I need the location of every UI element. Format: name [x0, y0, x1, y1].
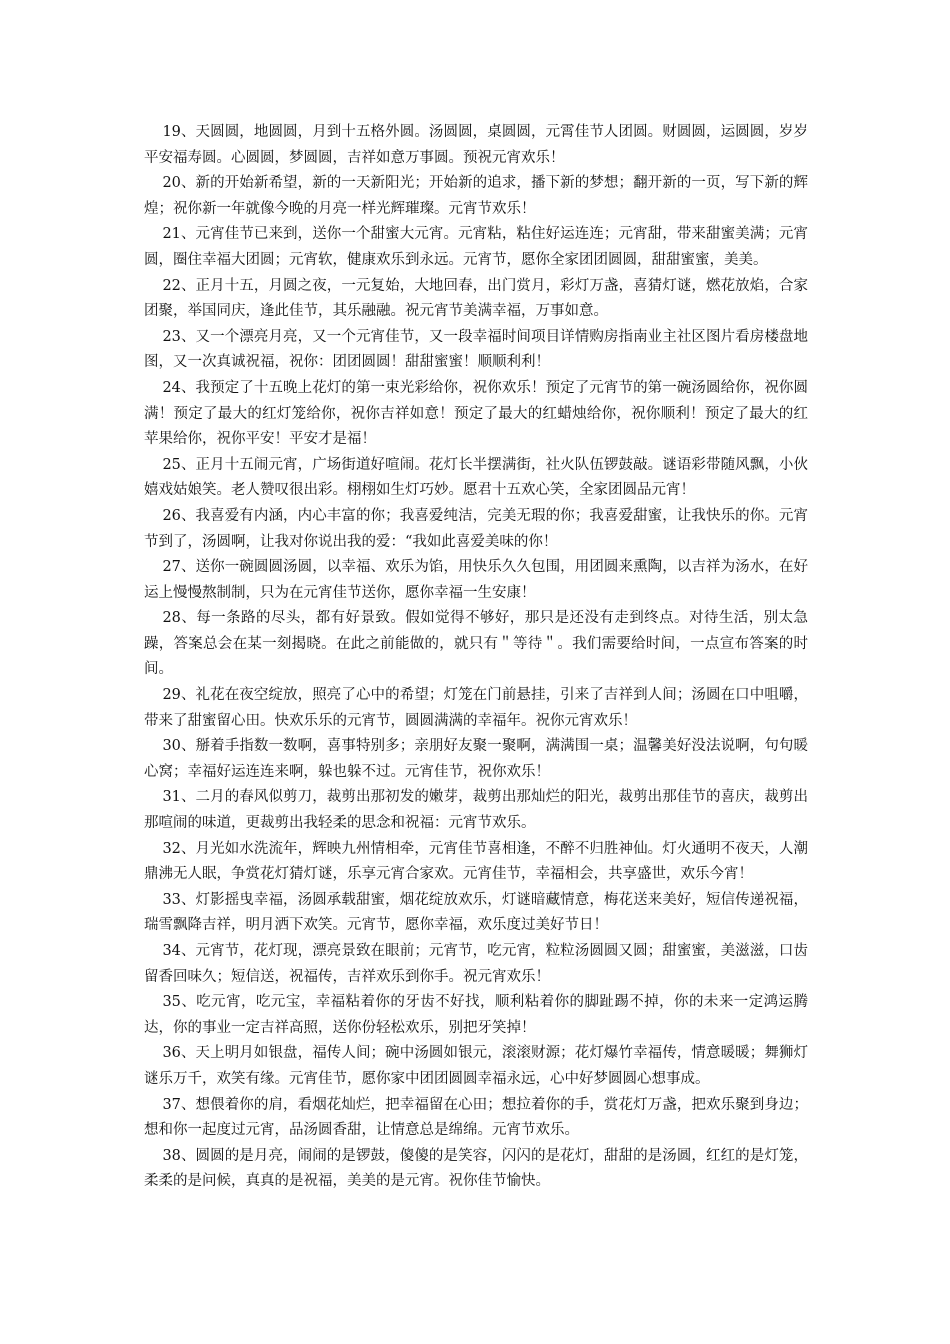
greeting-paragraph-35: 35、吃元宵，吃元宝，幸福粘着你的牙齿不好找，顺利粘着你的脚趾踢不掉，你的未来一定鸿运腾达，你的事业一定吉祥高照，送你份轻松欢乐，别把牙笑掉！ — [144, 994, 808, 1036]
greeting-paragraph-33: 33、灯影摇曳幸福，汤圆承载甜蜜，烟花绽放欢乐，灯谜暗藏情意，梅花送来美好，短信传递祝福，瑞雪飘降吉祥，明月洒下欢笑。元宵节，愿你幸福，欢乐度过美好节日！ — [144, 891, 808, 934]
greeting-paragraph-20: 20、新的开始新希望，新的一天新阳光；开始新的追求，播下新的梦想；翻开新的一页，写下新的辉煌；祝你新一年就像今晚的月亮一样光辉璀璨。元宵节欢乐！ — [144, 175, 808, 217]
greeting-paragraph-25: 25、正月十五闹元宵，广场街道好喧闹。花灯长半摆满街，社火队伍锣鼓敲。谜语彩带随风飘，小伙嬉戏姑娘笑。老人赞叹很出彩。栩栩如生灯巧妙。愿君十五欢心笑，全家团圆品元宵！ — [144, 456, 808, 499]
greeting-paragraph-37: 37、想偎着你的肩，看烟花灿烂，把幸福留在心田；想拉着你的手，赏花灯万盏，把欢乐聚到身边；想和你一起度过元宵，品汤圆香甜，让情意总是绵绵。元宵节欢乐。 — [144, 1096, 808, 1139]
greeting-paragraph-24: 24、我预定了十五晚上花灯的第一束光彩给你，祝你欢乐！预定了元宵节的第一碗汤圆给你，祝你圆满！预定了最大的红灯笼给你，祝你吉祥如意！预定了最大的红蜡烛给你，祝你顺利！预定了最大的红苹果给你，祝你平安！平安才是福！ — [144, 379, 808, 448]
greeting-paragraph-21: 21、元宵佳节已来到，送你一个甜蜜大元宵。元宵粘，粘住好运连连；元宵甜，带来甜蜜美满；元宵圆，圈住幸福大团圆；元宵软，健康欢乐到永远。元宵节，愿你全家团团圆圆，甜甜蜜蜜，美美。 — [144, 226, 808, 268]
greeting-paragraph-31: 31、二月的春风似剪刀，裁剪出那初发的嫩芽，裁剪出那灿烂的阳光，裁剪出那佳节的喜庆，裁剪出那喧闹的味道，更裁剪出我轻柔的思念和祝福：元宵节欢乐。 — [144, 789, 808, 832]
greeting-paragraph-32: 32、月光如水洗流年，辉映九州情相牵，元宵佳节喜相逢，不醉不归胜神仙。灯火通明不夜天，人潮鼎沸无人眠，争赏花灯猜灯谜，乐享元宵合家欢。元宵佳节，幸福相会，共享盛世，欢乐今宵！ — [144, 840, 808, 883]
greeting-paragraph-26: 26、我喜爱有内涵，内心丰富的你；我喜爱纯洁，完美无瑕的你；我喜爱甜蜜，让我快乐的你。元宵节到了，汤圆啊，让我对你说出我的爱：“我如此喜爱美味的你！ — [144, 507, 808, 550]
greeting-paragraph-30: 30、掰着手指数一数啊，喜事特别多；亲朋好友聚一聚啊，满满围一桌；温馨美好没法说啊，句句暖心窝；幸福好运连连来啊，躲也躲不过。元宵佳节，祝你欢乐！ — [144, 738, 808, 780]
greeting-paragraph-27: 27、送你一碗圆圆汤圆，以幸福、欢乐为馅，用快乐久久包围，用团圆来熏陶，以吉祥为汤水，在好运上慢慢熬制制，只为在元宵佳节送你，愿你幸福一生安康！ — [144, 559, 808, 601]
greeting-paragraph-36: 36、天上明月如银盘，福传人间；碗中汤圆如银元，滚滚财源；花灯爆竹幸福传，情意暖暖；舞狮灯谜乐万千，欢笑有缘。元宵佳节，愿你家中团团圆圆幸福永远，心中好梦圆圆心想事成。 — [144, 1045, 808, 1087]
greeting-paragraph-38: 38、圆圆的是月亮，闹闹的是锣鼓，傻傻的是笑容，闪闪的是花灯，甜甜的是汤圆，红红的是灯笼，柔柔的是问候，真真的是祝福，美美的是元宵。祝你佳节愉快。 — [144, 1147, 808, 1190]
greeting-paragraph-29: 29、礼花在夜空绽放，照亮了心中的希望；灯笼在门前悬挂，引来了吉祥到人间；汤圆在口中咀嚼，带来了甜蜜留心田。快欢乐乐的元宵节，圆圆满满的幸福年。祝你元宵欢乐！ — [144, 687, 808, 729]
document-page — [144, 120, 808, 1195]
greeting-paragraph-19: 19、天圆圆，地圆圆，月到十五格外圆。汤圆圆，桌圆圆，元霄佳节人团圆。财圆圆，运圆圆，岁岁平安福寿圆。心圆圆，梦圆圆，吉祥如意万事圆。预祝元宵欢乐！ — [144, 124, 808, 166]
greeting-paragraph-34: 34、元宵节，花灯现，漂亮景致在眼前；元宵节，吃元宵，粒粒汤圆圆又圆；甜蜜蜜，美滋滋，口齿留香回味久；短信送，祝福传，吉祥欢乐到你手。祝元宵欢乐！ — [144, 943, 808, 985]
greeting-paragraph-23: 23、又一个漂亮月亮，又一个元宵佳节，又一段幸福时间项目详情购房指南业主社区图片看房楼盘地图，又一次真诚祝福，祝你：团团圆圆！甜甜蜜蜜！顺顺利利！ — [144, 328, 808, 371]
greeting-paragraph-28: 28、每一条路的尽头，都有好景致。假如觉得不够好，那只是还没有走到终点。对待生活，别太急躁，答案总会在某一刻揭晓。在此之前能做的，就只有＂等待＂。我们需要给时间，一点宣布答案的时间。 — [144, 610, 808, 678]
greeting-paragraph-22: 22、正月十五，月圆之夜，一元复始，大地回春，出门赏月，彩灯万盏，喜猜灯谜，燃花放焰，合家团聚，举国同庆，逢此佳节，其乐融融。祝元宵节美满幸福，万事如意。 — [144, 277, 808, 320]
